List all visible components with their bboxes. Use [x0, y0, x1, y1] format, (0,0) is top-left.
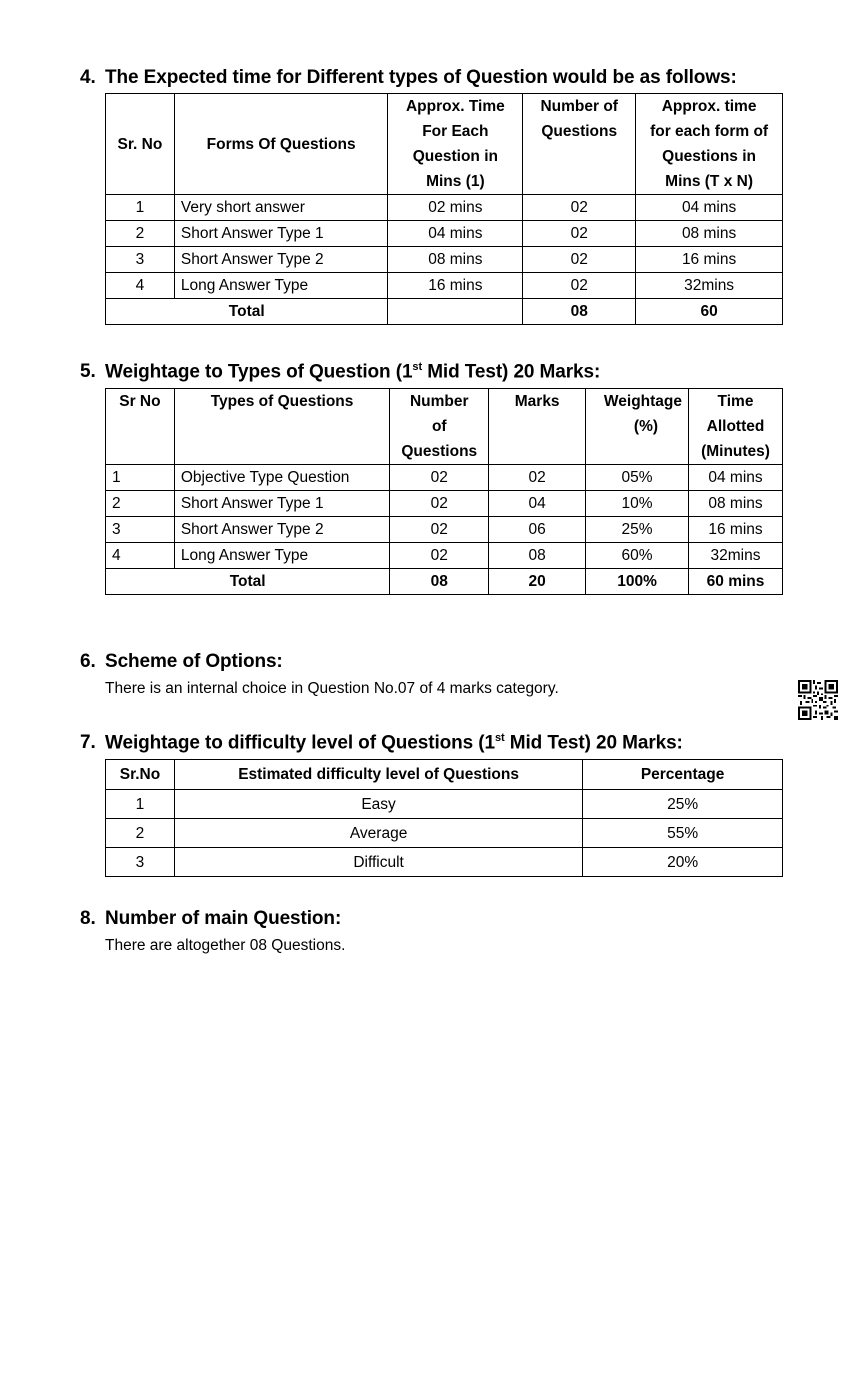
table-row	[106, 221, 783, 247]
header-forms-of-questions: Forms Of Questions	[174, 94, 388, 195]
cell-total: 32mins	[636, 273, 783, 299]
cell-percentage: 20%	[583, 848, 783, 877]
cell-number: 02	[523, 221, 636, 247]
cell-total-marks: 20	[489, 569, 586, 595]
header-difficulty-level: Estimated difficulty level of Questions	[174, 760, 582, 790]
cell-sr: 2	[106, 819, 175, 848]
header-sr-no: Sr.No	[106, 760, 175, 790]
table-row	[106, 465, 783, 491]
table-row	[106, 491, 783, 517]
cell-type: Short Answer Type 1	[174, 491, 389, 517]
cell-number: 02	[390, 517, 489, 543]
cell-number: 02	[390, 465, 489, 491]
cell-form: Long Answer Type	[174, 273, 388, 299]
cell-marks: 06	[489, 517, 586, 543]
cell-total-number: 08	[523, 299, 636, 325]
cell-number: 02	[523, 247, 636, 273]
cell-time: 02 mins	[388, 195, 523, 221]
section-6-heading	[80, 651, 283, 673]
cell-type: Short Answer Type 2	[174, 517, 389, 543]
cell-sr: 3	[106, 247, 175, 273]
section-4-heading	[80, 67, 737, 89]
cell-total-label: Total	[106, 299, 388, 325]
cell-percentage: 55%	[583, 819, 783, 848]
cell-time: 16 mins	[388, 273, 523, 299]
cell-total: 04 mins	[636, 195, 783, 221]
cell-sr: 1	[106, 195, 175, 221]
cell-number: 02	[390, 543, 489, 569]
cell-sr: 3	[106, 517, 175, 543]
section-8-heading	[80, 908, 341, 930]
table-row	[106, 517, 783, 543]
cell-weightage: 60%	[586, 543, 689, 569]
table-row	[106, 195, 783, 221]
difficulty-level-table	[105, 759, 783, 877]
section-number: 7.	[80, 732, 96, 754]
cell-type: Objective Type Question	[174, 465, 389, 491]
cell-level: Easy	[174, 790, 582, 819]
cell-form: Very short answer	[174, 195, 388, 221]
header-sr-no: Sr. No	[106, 94, 175, 195]
cell-total: 16 mins	[636, 247, 783, 273]
cell-form: Short Answer Type 2	[174, 247, 388, 273]
table-header-row	[106, 760, 783, 790]
cell-weightage: 25%	[586, 517, 689, 543]
cell-percentage: 25%	[583, 790, 783, 819]
table-row	[106, 848, 783, 877]
section-5-heading: 5. Weightage to Types of Question (1st Mid Test) 20 Marks:	[80, 361, 601, 383]
header-time-allotted: Time Allotted (Minutes)	[689, 389, 783, 465]
table-row	[106, 247, 783, 273]
section-7-heading: 7. Weightage to difficulty level of Questions (1st Mid Test) 20 Marks:	[80, 732, 683, 754]
cell-sr: 2	[106, 491, 175, 517]
cell-marks: 02	[489, 465, 586, 491]
section-title: Scheme of Options:	[105, 651, 283, 672]
section-number: 8.	[80, 908, 96, 929]
cell-level: Difficult	[174, 848, 582, 877]
cell-form: Short Answer Type 1	[174, 221, 388, 247]
table-row	[106, 273, 783, 299]
cell-level: Average	[174, 819, 582, 848]
cell-total-total: 60	[636, 299, 783, 325]
header-weightage: Weightage (%)	[586, 389, 689, 465]
cell-sr: 1	[106, 465, 175, 491]
cell-total-label: Total	[106, 569, 390, 595]
table-header-row	[106, 389, 783, 465]
table-row	[106, 819, 783, 848]
cell-total-number: 08	[390, 569, 489, 595]
cell-time: 32mins	[689, 543, 783, 569]
cell-number: 02	[523, 273, 636, 299]
header-number-of-questions: Number of Questions	[523, 94, 636, 195]
header-marks: Marks	[489, 389, 586, 465]
header-percentage: Percentage	[583, 760, 783, 790]
cell-sr: 3	[106, 848, 175, 877]
section-number: 6.	[80, 651, 96, 672]
cell-total-time: 60 mins	[689, 569, 783, 595]
cell-sr: 2	[106, 221, 175, 247]
cell-time: 04 mins	[388, 221, 523, 247]
expected-time-table	[105, 93, 783, 325]
scheme-of-options-text: There is an internal choice in Question No.07 of 4 marks category.	[105, 680, 559, 697]
number-of-questions-text: There are altogether 08 Questions.	[105, 937, 346, 954]
table-row	[106, 790, 783, 819]
section-title: The Expected time for Different types of Question would be as follows:	[105, 67, 737, 88]
table-row	[106, 543, 783, 569]
cell-marks: 04	[489, 491, 586, 517]
cell-sr: 4	[106, 273, 175, 299]
cell-time: 08 mins	[388, 247, 523, 273]
cell-time: 16 mins	[689, 517, 783, 543]
cell-total: 08 mins	[636, 221, 783, 247]
cell-weightage: 05%	[586, 465, 689, 491]
header-number-of-questions: Number of Questions	[390, 389, 489, 465]
cell-sr: 1	[106, 790, 175, 819]
qr-code-icon	[798, 680, 838, 720]
header-approx-total-time: Approx. time for each form of Questions in Mins (T x N)	[636, 94, 783, 195]
table-header-row	[106, 94, 783, 195]
cell-total-time	[388, 299, 523, 325]
section-title: Number of main Question:	[105, 908, 342, 929]
table-total-row	[106, 569, 783, 595]
section-number: 4.	[80, 67, 96, 88]
cell-number: 02	[523, 195, 636, 221]
header-sr-no: Sr No	[106, 389, 175, 465]
cell-weightage: 10%	[586, 491, 689, 517]
cell-type: Long Answer Type	[174, 543, 389, 569]
cell-total-weightage: 100%	[586, 569, 689, 595]
cell-marks: 08	[489, 543, 586, 569]
header-approx-time: Approx. Time For Each Question in Mins (1)	[388, 94, 523, 195]
cell-time: 04 mins	[689, 465, 783, 491]
weightage-types-table	[105, 388, 783, 595]
cell-number: 02	[390, 491, 489, 517]
cell-time: 08 mins	[689, 491, 783, 517]
section-number: 5.	[80, 361, 96, 383]
table-total-row	[106, 299, 783, 325]
cell-sr: 4	[106, 543, 175, 569]
header-types-of-questions: Types of Questions	[174, 389, 389, 465]
